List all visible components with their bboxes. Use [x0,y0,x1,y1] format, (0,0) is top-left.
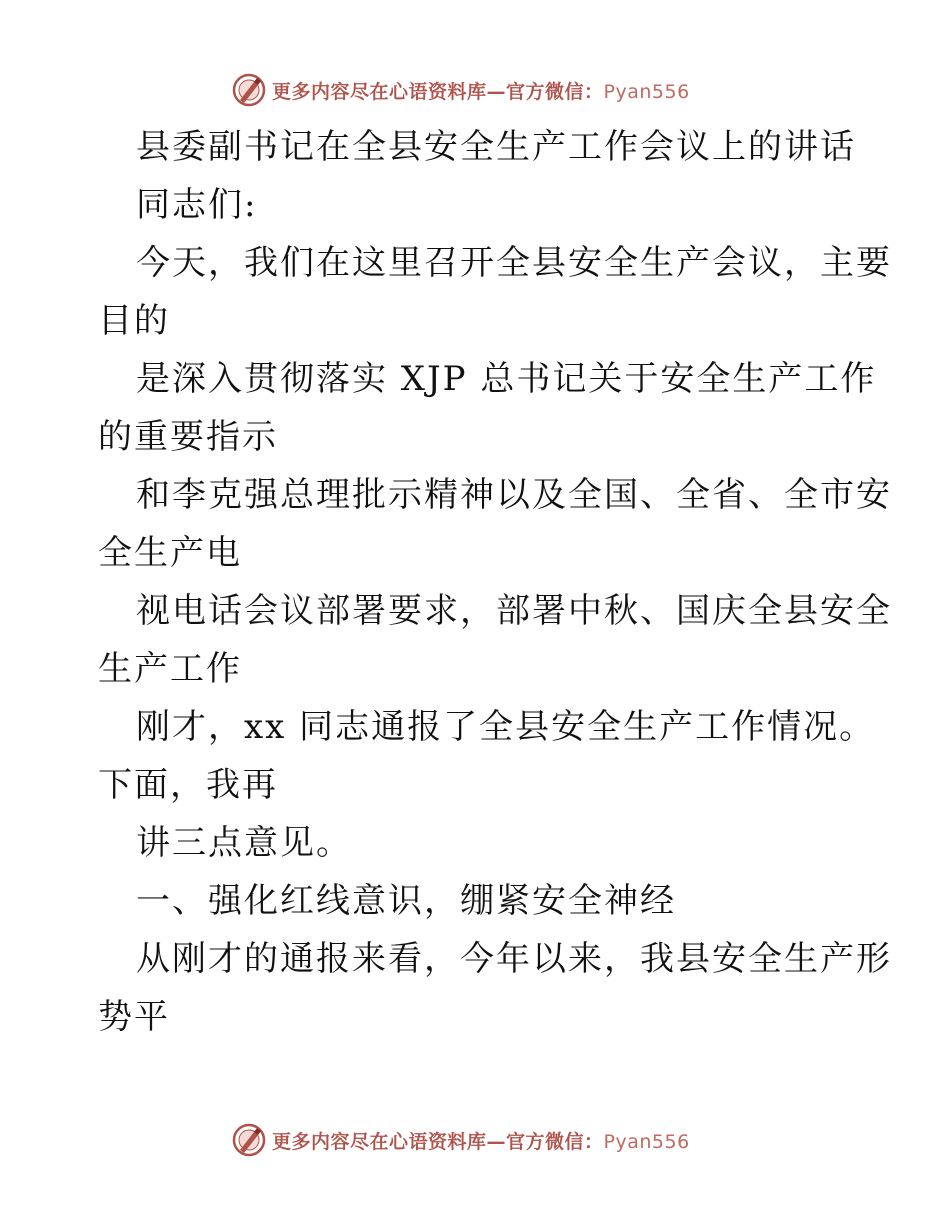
text-line: 下面，我再 [98,765,278,805]
header-watermark [232,72,690,108]
text-line: 从刚才的通报来看，今年以来，我县安全生产形 [136,939,892,979]
text-line: 同志们: [136,185,258,225]
text-line: 的重要指示 [98,417,278,457]
text-line: 刚才，xx 同志通报了全县安全生产工作情况。 [136,707,876,747]
text-line: 全生产电 [98,533,242,573]
pen-logo-icon [232,1123,266,1157]
watermark-id: Pyan556 [603,1130,690,1153]
text-line: 是深入贯彻落实 XJP 总书记关于安全生产工作 [136,359,877,399]
text-line: 县委副书记在全县安全生产工作会议上的讲话 [136,127,856,167]
text-line: 目的 [98,301,170,341]
text-line: 视电话会议部署要求，部署中秋、国庆全县安全 [136,591,892,631]
watermark-text: 更多内容尽在心语资料库—官方微信：Pyan556 [272,80,690,103]
text-line: 一、强化红线意识，绷紧安全神经 [136,881,676,921]
text-line: 和李克强总理批示精神以及全国、全省、全市安 [136,475,892,515]
text-line: 势平 [98,997,170,1037]
text-line: 讲三点意见。 [136,823,352,863]
document-body [98,122,892,1050]
text-line: 今天，我们在这里召开全县安全生产会议，主要 [136,243,892,283]
text-line: 生产工作 [98,649,242,689]
footer-watermark [232,1122,690,1158]
pen-logo-icon [232,73,266,107]
watermark-text: 更多内容尽在心语资料库—官方微信：Pyan556 [272,1130,690,1153]
watermark-id: Pyan556 [603,80,690,103]
